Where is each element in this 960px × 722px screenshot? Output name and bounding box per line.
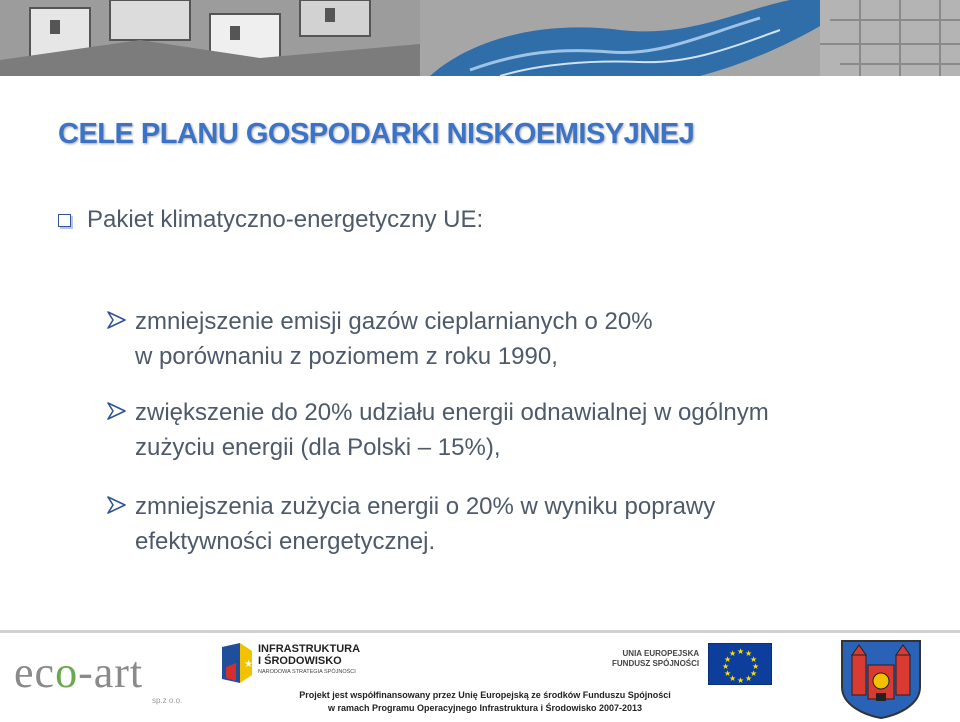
footer [0, 630, 960, 722]
eco-art-logo-part: -art [78, 648, 144, 697]
eu-text [612, 649, 699, 669]
infrastruktura-text [258, 643, 360, 675]
eco-art-subtitle: sp.z o.o. [152, 696, 183, 705]
project-funding-note [260, 689, 710, 715]
eu-text-line2: FUNDUSZ SPÓJNOŚCI [612, 659, 700, 668]
arrowhead-bullet-icon [105, 494, 127, 516]
sub-bullet-1 [105, 304, 925, 374]
sub-bullet-3-line2: efektywności energetycznej. [135, 528, 436, 555]
eu-text-line1: UNIA EUROPEJSKA [622, 649, 700, 658]
slide-title: CELE PLANU GOSPODARKI NISKOEMISYJNEJ [58, 118, 695, 150]
infrastruktura-line1: INFRASTRUKTURA [258, 643, 361, 655]
infrastruktura-sub: NARODOWA STRATEGIA SPÓJNOŚCI [258, 669, 356, 675]
header-banner-image [0, 0, 960, 76]
main-bullet-text: Pakiet klimatyczno-energetyczny UE: [87, 206, 484, 233]
sub-bullet-2-line2: zużyciu energii (dla Polski – 15%), [135, 434, 501, 461]
project-note-line2: w ramach Programu Operacyjnego Infrastruktura i Środowisko 2007-2013 [327, 703, 643, 713]
sub-bullet-2-line1: zwiększenie do 20% udziału energii odnawialnej w ogólnym [135, 399, 769, 426]
coat-of-arms-icon [838, 637, 924, 719]
square-bullet-icon [58, 214, 71, 227]
arrowhead-bullet-icon [105, 309, 127, 331]
sub-bullet-1-line2: w porównaniu z poziomem z roku 1990, [135, 343, 558, 370]
sub-bullet-1-line1: zmniejszenie emisji gazów cieplarnianych o 20% [135, 308, 653, 335]
eu-flag-icon: ★ ★ ★ ★ ★ ★ ★ ★ ★ ★ ★ ★ [708, 643, 772, 685]
svg-text:★: ★ [244, 659, 253, 670]
eco-art-logo-o: o [55, 648, 79, 697]
eco-art-logo [14, 647, 143, 698]
main-bullet [58, 206, 483, 234]
sub-bullet-3-line1: zmniejszenia zużycia energii o 20% w wyniku poprawy [135, 493, 716, 520]
arrowhead-bullet-icon [105, 400, 127, 422]
eco-art-logo-part: ec [14, 648, 56, 697]
infrastruktura-logo-icon [220, 641, 254, 685]
infrastruktura-line2: I ŚRODOWISKO [258, 655, 342, 667]
project-note-line1: Projekt jest współfinansowany przez Unię Europejską ze środków Funduszu Spójności [299, 690, 671, 700]
sub-bullet-2 [105, 395, 925, 465]
sub-bullet-3 [105, 489, 925, 559]
